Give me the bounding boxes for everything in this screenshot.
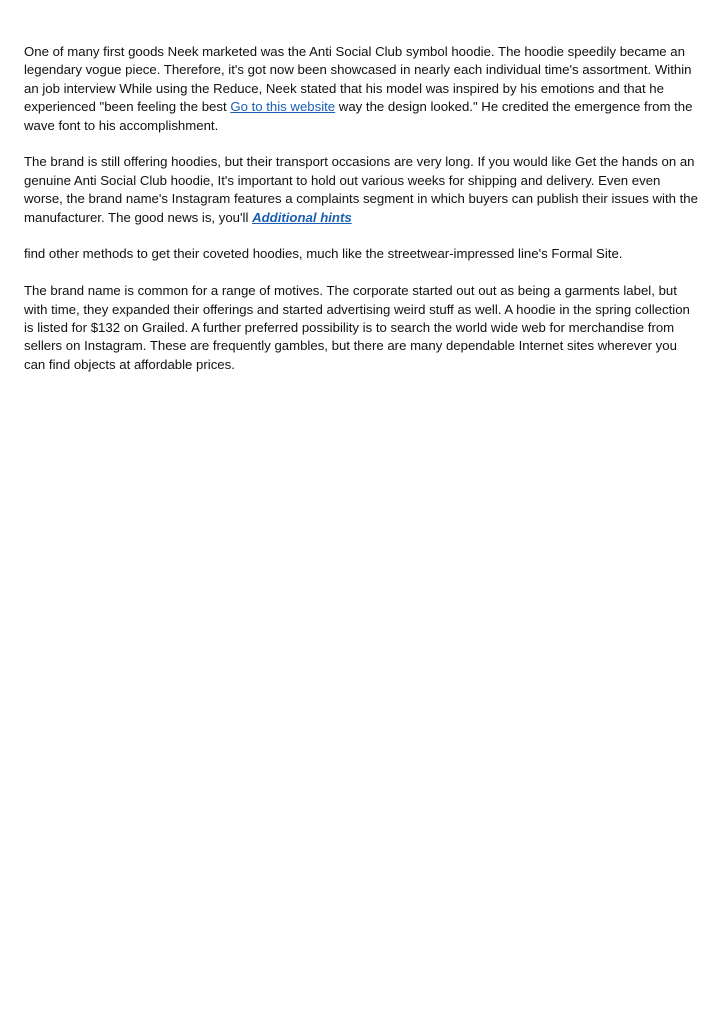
go-to-website-link[interactable]: Go to this website (230, 99, 336, 115)
additional-hints-link[interactable]: Additional hints (252, 209, 352, 225)
paragraph-1 (24, 43, 698, 135)
paragraph-2-text: The brand is still offering hoodies, but their transport occasions are very long. If you would like Get the hands on an genuine Anti Social Club hoodie, It's important to hold out various weeks for shipping and delivery. Even even worse, the brand name's Instagram features a complaints segment in which buyers can publish their issues with the manufacturer. The good news is, you'll (24, 154, 698, 225)
article-body (24, 43, 698, 393)
paragraph-2 (24, 153, 698, 227)
paragraph-1-text-start: One of many first goods Neek marketed was the Anti Social Club symbol hoodie. The hoodie speedily became an legendary vogue piece. Therefore, it's got now been showcased in nearly each individual time's assortment. Within an job interview While using the Reduce, Neek stated that his model was inspired by his emotions and that he experienced "been feeling the best (24, 44, 692, 115)
paragraph-1-text-end: way the design looked." He credited the emergence from the wave font to his accomplishment. (24, 99, 693, 133)
paragraph-4-text: The brand name is common for a range of motives. The corporate started out out as being a garments label, but with time, they expanded their offerings and started advertising weird stuff as well. A hoodie in the spring collection is listed for $132 on Grailed. A further preferred possibility is to search the world wide web for merchandise from sellers on Instagram. These are frequently gambles, but there are many dependable Internet sites wherever you can find objects at affordable prices. (24, 283, 690, 372)
paragraph-3 (24, 245, 698, 263)
paragraph-4 (24, 282, 698, 374)
paragraph-3-text: find other methods to get their coveted hoodies, much like the streetwear-impressed line's Formal Site. (24, 246, 623, 262)
